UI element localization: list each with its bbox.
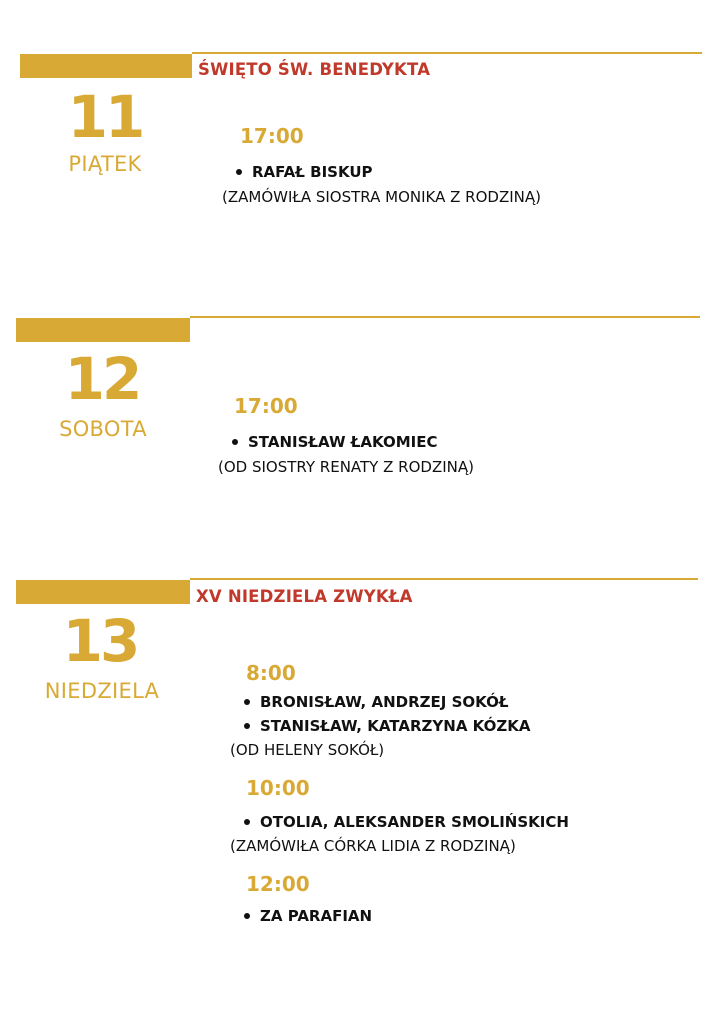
bullet-icon <box>244 913 250 919</box>
intention-text: STANISŁAW, KATARZYNA KÓZKA <box>260 717 531 735</box>
day-header-bar <box>16 580 190 604</box>
intention-text: ZA PARAFIAN <box>260 907 373 925</box>
feast-title: ŚWIĘTO ŚW. BENEDYKTA <box>198 60 431 79</box>
day-number: 11 <box>67 83 143 151</box>
intention-note: (OD SIOSTRY RENATY Z RODZINĄ) <box>218 458 474 476</box>
day-name: PIĄTEK <box>68 152 142 176</box>
mass-time: 17:00 <box>240 124 304 148</box>
day-number: 13 <box>62 607 138 675</box>
intention-text: BRONISŁAW, ANDRZEJ SOKÓŁ <box>260 693 509 711</box>
intention-text: OTOLIA, ALEKSANDER SMOLIŃSKICH <box>260 813 569 831</box>
intention-note: (ZAMÓWIŁA SIOSTRA MONIKA Z RODZINĄ) <box>222 188 541 206</box>
day-header-bar <box>16 318 190 342</box>
intention-note: (OD HELENY SOKÓŁ) <box>230 741 385 759</box>
intention-item <box>236 163 373 181</box>
day-name: SOBOTA <box>59 417 147 441</box>
intention-note: (ZAMÓWIŁA CÓRKA LIDIA Z RODZINĄ) <box>230 837 516 855</box>
mass-time: 17:00 <box>234 394 298 418</box>
intention-text: RAFAŁ BISKUP <box>252 163 373 181</box>
day-number: 12 <box>64 345 140 413</box>
bullet-icon <box>244 723 250 729</box>
mass-time: 12:00 <box>246 872 310 896</box>
intention-item <box>244 693 508 711</box>
intention-item <box>244 717 530 735</box>
intention-item <box>244 813 569 831</box>
intention-text: STANISŁAW ŁAKOMIEC <box>248 433 438 451</box>
day-header-line <box>190 578 698 580</box>
bullet-icon <box>244 819 250 825</box>
day-header-line <box>190 316 700 318</box>
day-header-bar <box>20 54 192 78</box>
intention-item <box>244 907 372 925</box>
intention-item <box>232 433 437 451</box>
bullet-icon <box>244 699 250 705</box>
bullet-icon <box>236 169 242 175</box>
mass-time: 8:00 <box>246 661 296 685</box>
day-header-line <box>192 52 702 54</box>
day-name: NIEDZIELA <box>44 679 160 703</box>
feast-title: XV NIEDZIELA ZWYKŁA <box>196 587 413 606</box>
bullet-icon <box>232 439 238 445</box>
mass-time: 10:00 <box>246 776 310 800</box>
